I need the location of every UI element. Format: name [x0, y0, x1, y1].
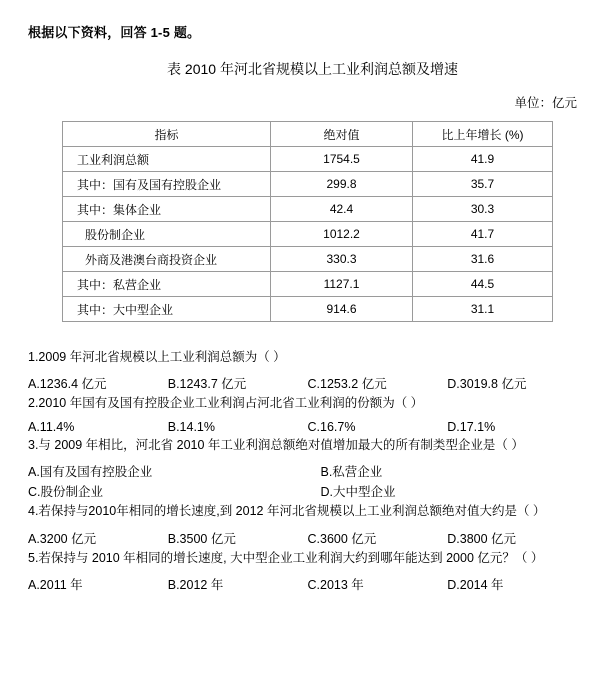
- question-3-option-b[interactable]: B.私营企业: [320, 465, 383, 480]
- table-cell-label: 其中：私营企业: [63, 272, 271, 297]
- table-cell-growth: 31.1: [413, 297, 553, 322]
- question-5-stem: 5.若保持与 2010 年相同的增长速度, 大中型企业工业利润大约到哪年能达到 2000 亿元？（ ）: [28, 550, 544, 565]
- question-4-option-b[interactable]: B.3500 亿元: [167, 531, 236, 546]
- table-row: [63, 172, 553, 197]
- question-3-options-row-1: [28, 462, 587, 480]
- table-row: [63, 272, 553, 297]
- question-3-option-a[interactable]: A.国有及国有控股企业: [28, 465, 153, 480]
- question-3-stem: 3.与 2009 年相比，河北省 2010 年工业利润总额绝对值增加最大的所有制类型企业是（ ）: [28, 438, 524, 453]
- table-cell-growth: 35.7: [413, 172, 553, 197]
- question-4: [28, 502, 587, 546]
- question-1-stem: 1.2009 年河北省规模以上工业利润总额为（ ）: [28, 350, 286, 364]
- table-header: [63, 122, 553, 147]
- table-cell-absolute: 1754.5: [271, 147, 413, 172]
- table-cell-absolute: 42.4: [271, 197, 413, 222]
- table-cell-label: 其中：大中型企业: [63, 297, 271, 322]
- question-5: [28, 549, 587, 593]
- question-2-option-d[interactable]: D.17.1%: [447, 420, 496, 435]
- table-cell-absolute: 330.3: [271, 247, 413, 272]
- question-1-option-a[interactable]: A.1236.4 亿元: [28, 377, 107, 392]
- question-5-option-d[interactable]: D.2014 年: [447, 577, 504, 592]
- question-4-options: [28, 529, 587, 547]
- page-title: 根据以下资料，回答 1-5 题。: [28, 25, 201, 40]
- table-cell-label: 外商及港澳台商投资企业: [63, 247, 271, 272]
- table-cell-absolute: 914.6: [271, 297, 413, 322]
- question-2-option-b[interactable]: B.14.1%: [167, 420, 216, 435]
- table-header-indicator: 指标: [63, 122, 271, 147]
- table-title: 表 2010 年河北省规模以上工业利润总额及增速: [167, 61, 458, 77]
- question-3-option-d[interactable]: D.大中型企业: [320, 485, 396, 500]
- table-cell-label: 股份制企业: [63, 222, 271, 247]
- question-5-option-a[interactable]: A.2011 年: [28, 577, 83, 592]
- question-3: [28, 436, 587, 500]
- table-header-row: [63, 122, 553, 147]
- table-cell-absolute: 299.8: [271, 172, 413, 197]
- table-cell-growth: 41.7: [413, 222, 553, 247]
- question-2-option-a[interactable]: A.11.4%: [28, 420, 75, 435]
- table-row: [63, 247, 553, 272]
- question-list: [0, 348, 615, 593]
- question-3-options-row-2: [28, 482, 587, 500]
- question-4-stem: 4.若保持与2010年相同的增长速度,到 2012 年河北省规模以上工业利润总额绝对值大约是（ ）: [28, 504, 546, 519]
- question-2: [28, 394, 587, 434]
- table-header-absolute: 绝对值: [271, 122, 413, 147]
- table-header-growth: 比上年增长 (%): [413, 122, 553, 147]
- question-5-options: [28, 575, 587, 593]
- table-unit-label: 单位：亿元: [514, 96, 577, 110]
- question-4-option-a[interactable]: A.3200 亿元: [28, 531, 97, 546]
- table-row: [63, 147, 553, 172]
- question-5-option-b[interactable]: B.2012 年: [167, 577, 224, 592]
- table-cell-growth: 44.5: [413, 272, 553, 297]
- profit-table: [62, 121, 553, 322]
- document-page: [0, 22, 615, 688]
- question-2-options: [28, 420, 587, 434]
- question-1-option-c[interactable]: C.1253.2 亿元: [307, 377, 387, 392]
- table-cell-label: 其中：集体企业: [63, 197, 271, 222]
- table-body: [63, 147, 553, 322]
- question-1-options: [28, 374, 587, 392]
- question-4-option-d[interactable]: D.3800 亿元: [447, 531, 517, 546]
- table-cell-label: 其中：国有及国有控股企业: [63, 172, 271, 197]
- table-row: [63, 197, 553, 222]
- question-3-option-c[interactable]: C.股份制企业: [28, 485, 104, 500]
- table-cell-growth: 41.9: [413, 147, 553, 172]
- table-cell-growth: 31.6: [413, 247, 553, 272]
- question-1-option-b[interactable]: B.1243.7 亿元: [167, 377, 247, 392]
- table-row: [63, 222, 553, 247]
- question-5-option-c[interactable]: C.2013 年: [307, 577, 364, 592]
- table-cell-label: 工业利润总额: [63, 147, 271, 172]
- question-4-option-c[interactable]: C.3600 亿元: [307, 531, 377, 546]
- question-2-option-c[interactable]: C.16.7%: [307, 420, 356, 435]
- table-row: [63, 297, 553, 322]
- question-1: [28, 348, 587, 392]
- question-1-option-d[interactable]: D.3019.8 亿元: [447, 377, 527, 392]
- question-2-stem: 2.2010 年国有及国有控股企业工业利润占河北省工业利润的份额为（ ）: [28, 396, 424, 411]
- table-cell-absolute: 1012.2: [271, 222, 413, 247]
- table-cell-growth: 30.3: [413, 197, 553, 222]
- table-cell-absolute: 1127.1: [271, 272, 413, 297]
